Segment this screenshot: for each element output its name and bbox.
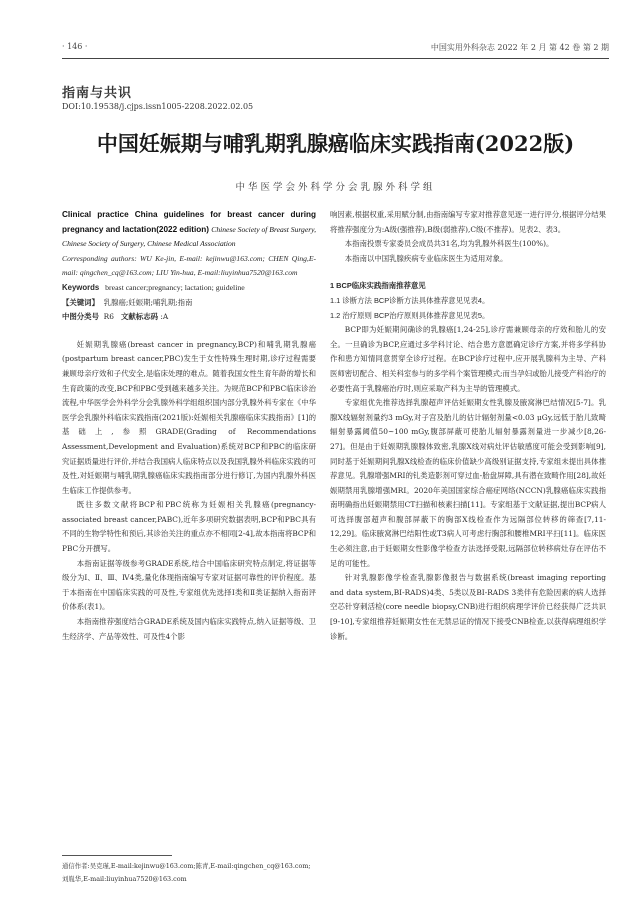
english-title: Clinical practice China guidelines for breast cancer during pregnancy and lactation(2022 edition) — [62, 210, 316, 234]
footnote: 通信作者:吴克瑾,E-mail:kejinwu@163.com;陈青,E-mail:qingchen_cq@163.com;刘胤华,E-mail:liuyinhua7520@163.com — [62, 862, 311, 883]
keywords-en-label: Keywords — [62, 282, 100, 292]
left-column — [62, 208, 316, 644]
doc-code-label: 文献标志码 — [121, 312, 158, 322]
subsection-heading: 1.1 诊断方法 BCP诊断方法具体推荐意见见表4。 — [330, 295, 490, 305]
doi: DOI:10.19538/j.cjps.issn1005-2208.2022.02.05 — [62, 102, 254, 111]
author-group: 中华医学会外科学分会乳腺外科学组 — [235, 182, 436, 193]
clc-label: 中图分类号 — [62, 312, 99, 322]
page-number: · 146 · — [62, 42, 88, 51]
footnote-rule — [62, 855, 172, 856]
right-column — [330, 208, 606, 644]
paragraph: 本指南证据等级参考GRADE系统,结合中国临床研究特点制定,将证据等级分为Ⅰ、Ⅱ、Ⅲ、Ⅳ4类,量化体现指南编写专家对证据可靠性的评价程度。基于本指南在中国临床实践的可及性,专家组优先选择Ⅰ类和Ⅱ类证据纳入指南评价体系(表1)。 — [62, 558, 316, 612]
keywords-cn-label: 【关键词】 — [62, 297, 99, 307]
paragraph: 本指南以中国乳腺疾病专业临床医生为适用对象。 — [344, 253, 508, 263]
english-title-block — [62, 208, 316, 252]
article-title: 中国妊娠期与哺乳期乳腺癌临床实践指南(2022版) — [96, 131, 575, 156]
paragraph: 专家组优先推荐选择乳腺超声评估妊娠期女性乳腺及腋窝淋巴结情况[5-7]。乳腺X线辐射剂量约3 mGy,对子宫及胎儿的估计辐射剂量<0.03 μGy,远低于胎儿致畸辐射暴露阈值50~100 mGy,腹部屏蔽可使胎儿辐射暴露剂量进一步减少[8,26-27]。但是由于妊娠期乳腺腺体致密,乳腺X线对病灶评估敏感度可能会受到影响[9],同时基于妊娠期间乳腺X线检查的临床价值缺少高级别证据支持,专家组未提出具体推荐意见。乳腺增强MRI的钆类造影剂可穿过血-胎盘屏障,具有潜在致畸作用[28],故妊娠期禁用乳腺增强MRI。2020年美国国家综合癌症网络(NCCN)乳腺癌临床实践指南明确指出妊娠期禁用CT扫描和核素扫描[11]。专家组基于文献证据,提出BCP病人可选择腹部超声和腹部屏蔽下的胸部X线检查作为远隔部位转移的筛查[7,11-12,29]。临床腋窝淋巴结阳性或T3病人可考虑行胸部和腰椎MRI平扫[11]。临床医生必须注意,由于妊娠期女性影像学检查方法选择受限,远隔部位转移病灶存在评估不足的可能性。 — [330, 398, 606, 568]
keywords-cn — [62, 296, 316, 311]
spacer — [330, 266, 606, 279]
paragraph: 既往多数文献将BCP和PBC统称为妊娠相关乳腺癌(pregnancy-associated breast cancer,PABC),近年多项研究数据表明,BCP和PBC具有不同的生物学特性和预后,其诊治关注的重点亦不相同[2-4],故本指南将BCP和PBC分开撰写。 — [62, 500, 316, 554]
paragraph: 响因素,根据权重,采用赋分制,由指南编写专家对推荐意见逐一进行评分,根据评分结果将推荐强度分为:A级(强推荐),B级(弱推荐),C级(不推荐)。见表2、表3。 — [330, 210, 606, 234]
spacer — [62, 325, 316, 338]
header-rule — [62, 58, 609, 59]
subsection-heading: 1.2 治疗原则 BCP治疗原则具体推荐意见见表5。 — [330, 310, 490, 320]
section-heading: 1 BCP临床实践指南推荐意见 — [330, 281, 426, 291]
keywords-en-text: breast cancer;pregnancy; lactation; guideline — [105, 282, 245, 292]
keywords-cn-text: 乳腺癌;妊娠期;哺乳期;指南 — [103, 297, 193, 307]
paragraph: 本指南投票专家委员会成员共31名,均为乳腺外科医生(100%)。 — [344, 239, 554, 249]
english-org: Chinese Society of Breast Surgery, Chinese Society of Surgery, Chinese Medical Association — [62, 224, 316, 249]
doc-code: :A — [160, 312, 169, 322]
section-label: 指南与共识 — [62, 86, 133, 101]
paragraph: BCP即为妊娠期间确诊的乳腺癌[1,24-25],诊疗需兼顾母亲的疗效和胎儿的安全。一旦确诊为BCP,应通过多学科讨论、结合患方意愿确定诊疗方案,并将多学科协作和患方知情同意贯穿全诊疗过程。在BCP诊疗过程中,应开展乳腺科为主导、产科医师密切配合、相关科室参与的多学科个案管理模式;而当孕妇或胎儿接受产科治疗的必要性高于乳腺癌治疗时,则应采取产科为主导的管理模式。 — [330, 325, 606, 393]
classification — [62, 310, 316, 325]
clc-code: R6 — [103, 312, 114, 322]
running-header — [62, 42, 609, 56]
journal-info: 中国实用外科杂志 2022 年 2 月 第 42 卷 第 2 期 — [430, 43, 609, 52]
paragraph: 针对乳腺影像学检查乳腺影像报告与数据系统(breast imaging reporting and data system,BI-RADS)4类、5类以及BI-RADS 3类伴有危险因素的病人选择空芯针穿刺活检(core needle biopsy,CNB)进行组织病理学评价已经获得广泛共识[9-10],专家组推荐妊娠期女性在无禁忌证的情况下接受CNB检查,以获得病理组织学诊断。 — [330, 573, 606, 641]
corresponding-authors: Corresponding authors: WU Ke-jin, E-mail: kejinwu@163.com; CHEN Qing,E-mail: qingchen_cq@163.com; LIU Yin-hua, E-mail:liuyinhua7520@163.com — [62, 253, 316, 278]
paragraph: 本指南推荐强度结合GRADE系统及国内临床实践特点,纳入证据等级、卫生经济学、产品等效性、可及性4个影 — [62, 617, 316, 641]
paragraph: 妊娠期乳腺癌(breast cancer in pregnancy,BCP)和哺乳期乳腺癌(postpartum breast cancer,PBC)发生于女性特殊生理时期,诊疗过程需要兼顾母亲疗效和子代安全,是临床处理的难点。随着我国女性生育年龄的增长和生育政策的改变,BCP和PBC受到越来越多关注。为规范BCP和PBC临床诊治流程,中华医学会外科学分会乳腺外科学组组织国内部分乳腺外科专家在《中华医学会乳腺外科临床实践指南(2021版):妊娠相关乳腺癌临床实践指南》[1]的基础上,参照GRADE(Grading of Recommendations Assessment,Development and Evaluation)系统对BCP和PBC的临床研究证据质量进行评价,并结合我国病人临床特点以及我国乳腺外科临床实践的可及性,对妊娠期与哺乳期乳腺癌临床实践指南部分进行修订,为国内乳腺外科医生临床工作提供参考。 — [62, 339, 316, 495]
keywords-en — [62, 281, 316, 296]
